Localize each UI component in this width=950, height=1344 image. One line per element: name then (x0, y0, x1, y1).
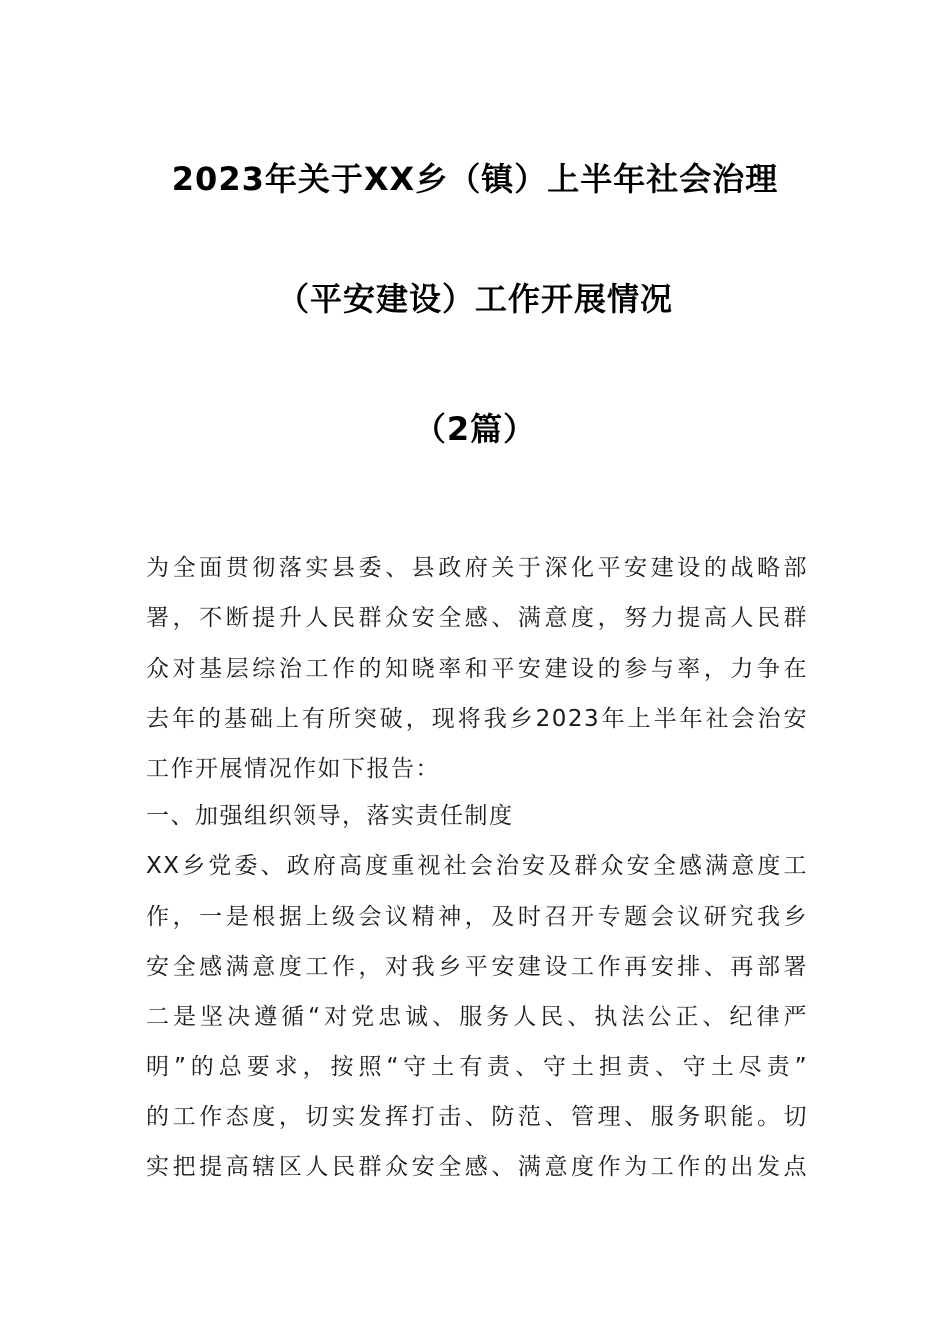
body-line-2: 署，不断提升人民群众安全感、满意度，努力提高人民群 (146, 605, 808, 631)
body-line-5: 工作开展情况作如下报告： (146, 756, 440, 782)
body-line-1: 为全面贯彻落实县委、县政府关于深化平安建设的战略部 (146, 555, 808, 581)
body-line-12: 的工作态度，切实发挥打击、防范、管理、服务职能。切 (146, 1104, 808, 1130)
body-line-4: 去年的基础上有所突破，现将我乡2023年上半年社会治安 (146, 706, 808, 732)
body-line-7: XX乡党委、政府高度重视社会治安及群众安全感满意度工 (146, 853, 808, 879)
title-line-1: 2023年关于XX乡（镇）上半年社会治理 (171, 160, 779, 198)
body-line-10: 二是坚决遵循“对党忠诚、服务人民、执法公正、纪律严 (146, 1004, 808, 1030)
body-line-3: 众对基层综治工作的知晓率和平安建设的参与率，力争在 (146, 656, 808, 682)
body-line-13: 实把提高辖区人民群众安全感、满意度作为工作的出发点 (146, 1154, 808, 1180)
body-line-8: 作，一是根据上级会议精神，及时召开专题会议研究我乡 (146, 904, 808, 930)
body-line-9: 安全感满意度工作，对我乡平安建设工作再安排、再部署 (146, 954, 808, 980)
section-heading-1: 一、加强组织领导，落实责任制度 (146, 803, 514, 829)
title-line-2: （平安建设）工作开展情况 (276, 280, 673, 318)
title-line-3: （2篇） (413, 410, 537, 448)
body-line-11: 明”的总要求，按照“守土有责、守土担责、守土尽责” (146, 1054, 808, 1080)
